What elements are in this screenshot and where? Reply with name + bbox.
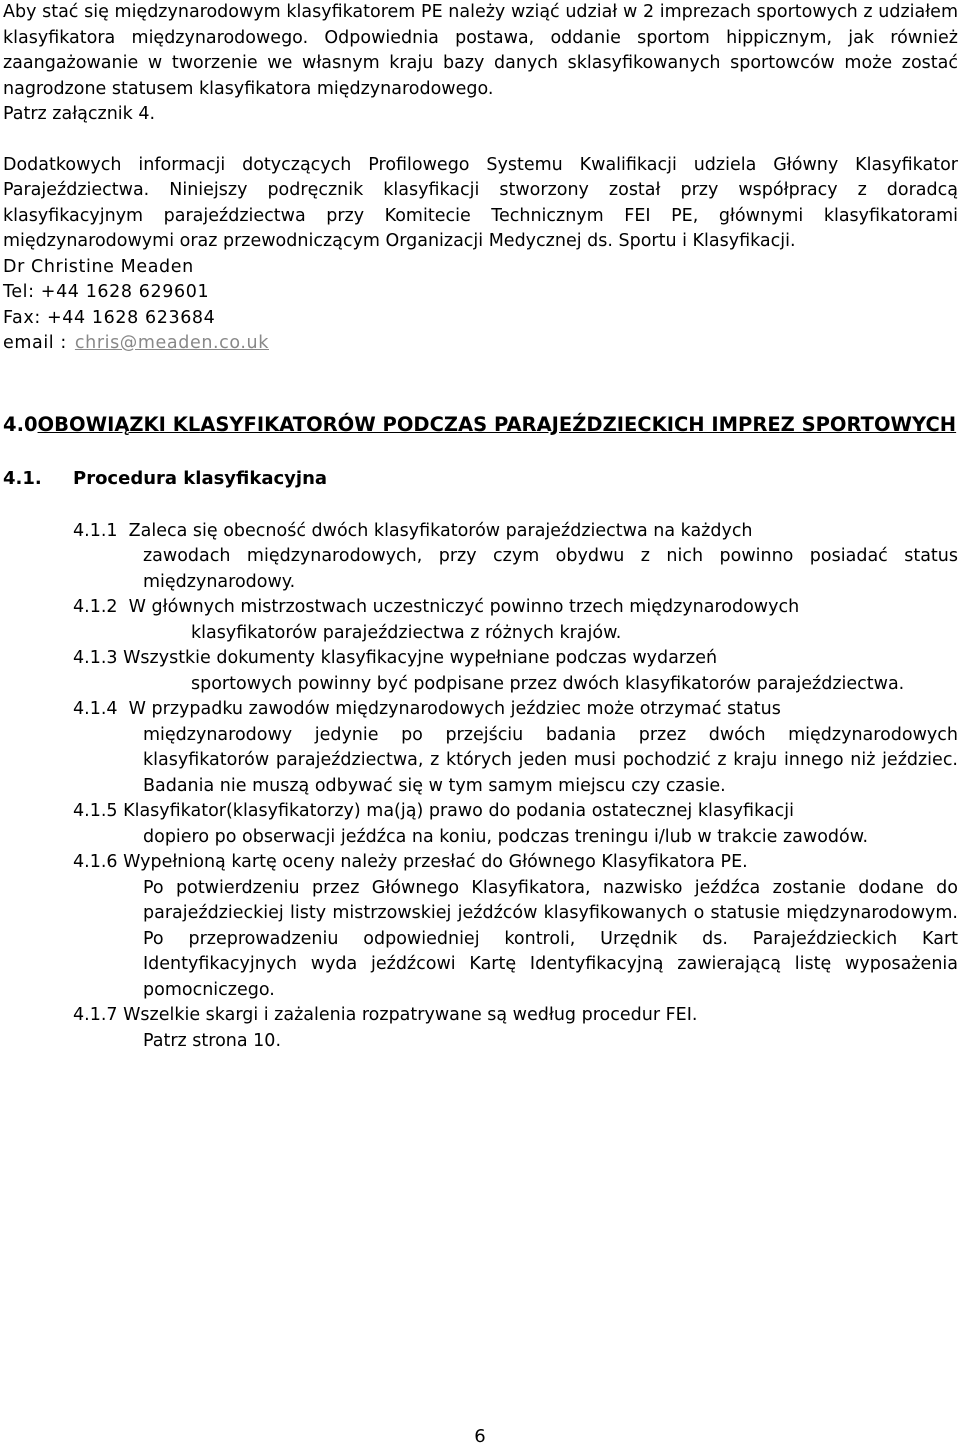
subsection-number: 4.1.	[3, 467, 42, 489]
contact-block	[3, 255, 958, 357]
item-number: 4.1.6	[73, 852, 118, 872]
list-item	[3, 799, 958, 850]
section-number: 4.0	[3, 412, 38, 436]
subsection-heading	[3, 466, 958, 491]
document-page	[3, 0, 958, 1054]
item-rest: Patrz strona 10.	[143, 1030, 282, 1051]
item-number: 4.1.4	[73, 699, 118, 719]
intro-paragraph-1: Aby stać się międzynarodowym klasyfikatorem PE należy wziąć udział w 2 imprezach sportowych z udziałem klasyfikatora międzynarodowego. Odpowiednia postawa, oddanie sportom hippicznym, jak również zaangażowanie w tworzenie we własnym kraju bazy danych sklasyfikowanych sportowców może zostać nagrodzone statusem klasyfikatora międzynarodowego.	[3, 2, 958, 99]
list-item	[3, 595, 958, 646]
item-lead: Klasyfikator(klasyfikatorzy) ma(ją) prawo do podania ostatecznej klasyfikacji	[123, 801, 794, 821]
item-rest: międzynarodowy jedynie po przejściu badania przez dwóch międzynarodowych klasyfikatorów parajeździectwa, z których jeden musi pochodzić z kraju innego niż jeździec. Badania nie muszą odbywać się w tym samym miejscu czy czasie.	[143, 724, 958, 796]
procedure-list	[3, 519, 958, 1055]
item-number: 4.1.1	[73, 520, 118, 541]
item-number: 4.1.3	[73, 648, 118, 668]
item-number: 4.1.5	[73, 801, 118, 821]
item-number: 4.1.7	[73, 1005, 118, 1025]
section-title: OBOWIĄZKI KLASYFIKATORÓW PODCZAS PARAJEŹDZIECKICH IMPREZ SPORTOWYCH	[37, 412, 957, 436]
item-lead: Wszystkie dokumenty klasyfikacyjne wypełniane podczas wydarzeń	[123, 648, 718, 668]
contact-email-row	[3, 331, 958, 357]
item-lead: W głównych mistrzostwach uczestniczyć powinno trzech międzynarodowych	[128, 597, 800, 617]
item-number: 4.1.2	[73, 597, 118, 617]
subsection-title: Procedura klasyfikacyjna	[73, 467, 328, 489]
item-lead: Zaleca się obecność dwóch klasyfikatorów parajeździectwa na każdych	[128, 520, 753, 541]
contact-name: Dr Christine Meaden	[3, 256, 194, 277]
list-item	[3, 850, 958, 1003]
intro-paragraph-2: Dodatkowych informacji dotyczących Profilowego Systemu Kwalifikacji udziela Główny Klasyfikator Parajeździectwa. Niniejszy podręcznik klasyfikacji stworzony został przy współpracy z doradcą klasyfikacyjnym parajeździectwa przy Komitecie Technicznym FEI PE, głównymi klasyfikatorami międzynarodowymi oraz przewodniczącym Organizacji Medycznej ds. Sportu i Klasyfikacji.	[3, 154, 958, 251]
contact-fax: Fax: +44 1628 623684	[3, 307, 216, 328]
item-rest: Po potwierdzeniu przez Głównego Klasyfikatora, nazwisko jeźdźca zostanie dodane do parajeździeckiej listy mistrzowskiej jeźdźców klasyfikowanych o statusie międzynarodowym. Po przeprowadzeniu odpowiedniej kontroli, Urzędnik ds. Parajeździeckich Kart Identyfikacyjnych wyda jeźdźcowi Kartę Identyfikacyjną zawierającą listę wyposażenia pomocniczego.	[143, 877, 958, 1000]
item-rest: dopiero po obserwacji jeźdźca na koniu, podczas treningu i/lub w trakcie zawodów.	[143, 826, 869, 847]
item-rest: zawodach międzynarodowych, przy czym obydwu z nich powinno posiadać status międzynarodowy.	[143, 546, 958, 592]
item-lead: Wypełnioną kartę oceny należy przesłać do Głównego Klasyfikatora PE.	[123, 852, 748, 872]
page-number: 6	[474, 1426, 486, 1447]
item-rest: sportowych powinny być podpisane przez dwóch klasyfikatorów parajeździectwa.	[191, 673, 905, 694]
section-heading	[3, 411, 958, 438]
list-item	[3, 646, 958, 697]
email-link[interactable]: chris@meaden.co.uk	[74, 333, 269, 353]
email-label: email :	[3, 333, 67, 353]
contact-tel: Tel: +44 1628 629601	[3, 282, 210, 302]
list-item	[3, 519, 958, 596]
list-item	[3, 1003, 958, 1054]
list-item	[3, 697, 958, 799]
see-attachment-note: Patrz załącznik 4.	[3, 104, 156, 124]
item-rest: klasyfikatorów parajeździectwa z różnych krajów.	[191, 622, 622, 643]
item-lead: W przypadku zawodów międzynarodowych jeździec może otrzymać status	[128, 699, 781, 719]
item-lead: Wszelkie skargi i zażalenia rozpatrywane są według procedur FEI.	[123, 1005, 698, 1025]
